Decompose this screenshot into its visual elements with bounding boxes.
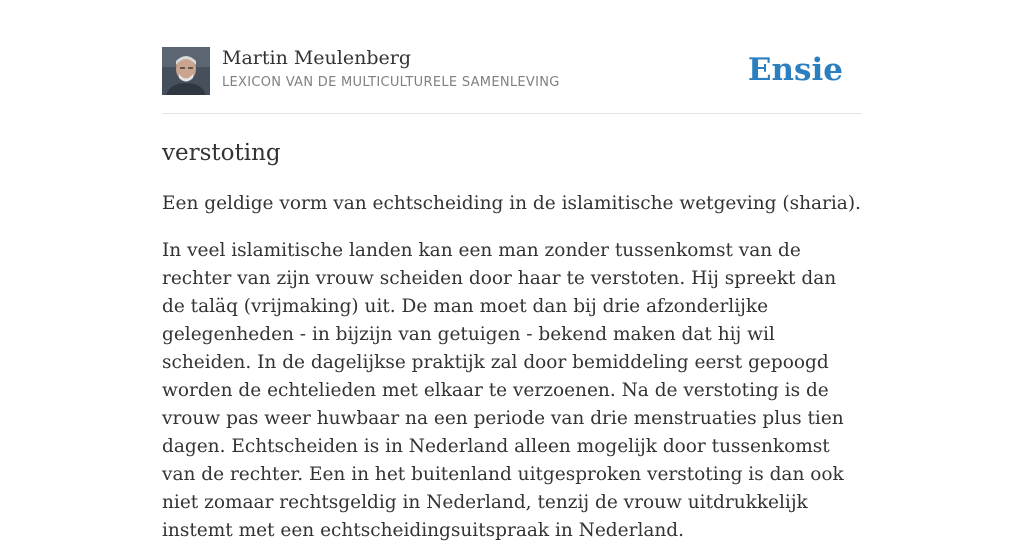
- entry-term: verstoting: [162, 140, 281, 166]
- header-divider: [162, 113, 862, 114]
- author-name[interactable]: Martin Meulenberg: [222, 47, 411, 69]
- entry-definition: Een geldige vorm van echtscheiding in de islamitische wetgeving (sharia).: [162, 193, 861, 214]
- lexicon-name[interactable]: LEXICON VAN DE MULTICULTURELE SAMENLEVING: [222, 75, 560, 90]
- entry-card: [162, 0, 862, 541]
- entry-body: In veel islamitische landen kan een man zonder tussenkomst van de rechter van zijn vrouw scheiden door haar te verstoten. Hij spreekt dan de taläq (vrijmaking) uit. De man moet dan bij drie afzonderlijke gelegenheden - in bijzijn van getuigen - bekend maken dat hij wil scheiden. In de dagelijkse praktijk zal door bemiddeling eerst gepoogd worden de echtelieden met elkaar te verzoenen. Na de verstoting is de vrouw pas weer huwbaar na een periode van drie menstruaties plus tien dagen. Echtscheiden is in Nederland alleen mogelijk door tussenkomst van de rechter. Een in het buitenland uitgesproken verstoting is dan ook niet zomaar rechtsgeldig in Nederland, tenzij de vrouw uitdrukkelijk instemt met een echtscheidingsuitspraak in Nederland.: [162, 240, 844, 541]
- avatar-portrait-icon: [162, 47, 210, 95]
- author-avatar[interactable]: [162, 47, 210, 95]
- entry-header: [162, 47, 862, 97]
- ensie-logo[interactable]: Ensie: [747, 52, 843, 88]
